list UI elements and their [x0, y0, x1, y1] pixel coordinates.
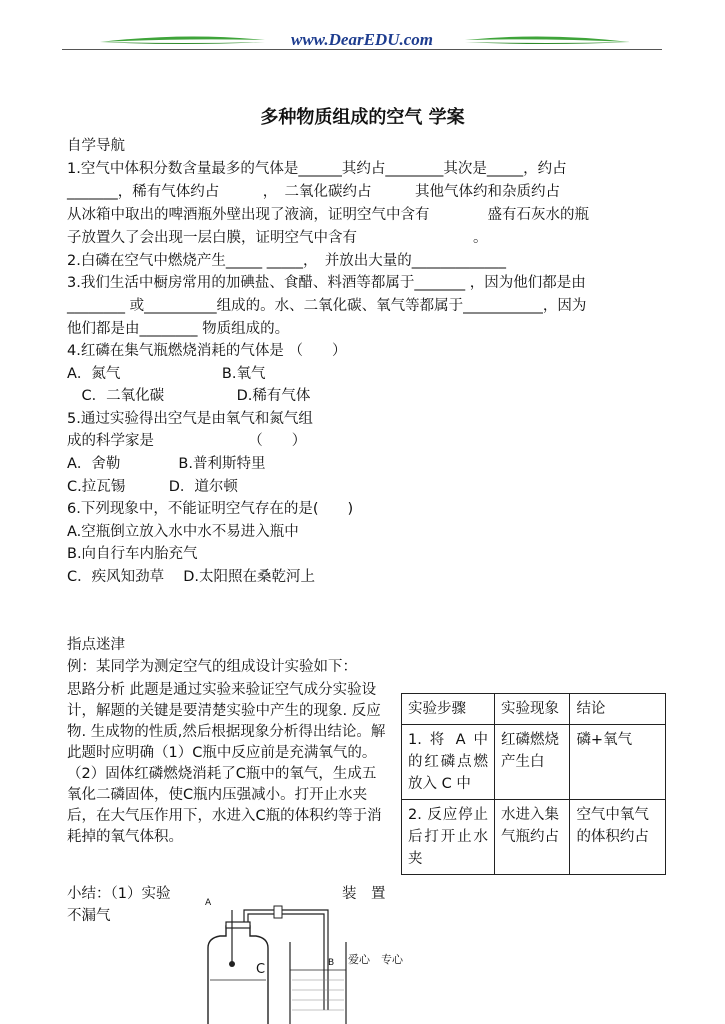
- section-heading-guide: 指点迷津: [67, 637, 125, 653]
- option-line: C．二氧化碳 D.稀有气体: [67, 388, 311, 404]
- label-c: C: [256, 962, 266, 977]
- question-6: 6.下列现象中，不能证明空气存在的是( ): [67, 501, 354, 517]
- table-cell: 红磷燃烧产生白: [495, 725, 570, 800]
- example-line: 例：某同学为测定空气的组成设计实验如下：: [67, 659, 357, 675]
- table-row: [402, 800, 666, 875]
- text-line: ________ 或__________组成的。水、二氧化碳、氧气等都属于___________，因为: [67, 298, 587, 314]
- option-line: A.空瓶倒立放入水中水不易进入瓶中: [67, 524, 299, 540]
- summary-text-cont: 不漏气: [67, 908, 111, 924]
- summary-text: 小结：（1）实验: [67, 886, 171, 902]
- question-4: 4.红磷在集气瓶燃烧消耗的气体是 （ ）: [67, 343, 347, 359]
- table-cell: 水进入集气瓶约占: [495, 800, 570, 875]
- site-brand[interactable]: www.DearEDU.com: [291, 30, 433, 49]
- apparatus-diagram: [190, 890, 350, 1024]
- option-line: B.向自行车内胎充气: [67, 546, 198, 562]
- text-line: 子放置久了会出现一层白膜，证明空气中含有 。: [67, 230, 488, 246]
- label-a: A: [205, 898, 212, 908]
- option-line: C.拉瓦锡 D．道尔顿: [67, 479, 238, 495]
- table-header-cell: 实验现象: [495, 694, 570, 725]
- table-cell: 空气中氧气的体积约占: [570, 800, 666, 875]
- section-heading-self-study: 自学导航: [67, 138, 125, 154]
- text-line: 2.白磷在空气中燃烧产生_____ _____， 并放出大量的_____________: [67, 253, 506, 269]
- table-cell: 1. 将 A 中的红磷点燃放入 C 中: [402, 725, 495, 800]
- table-cell: 磷+氧气: [570, 725, 666, 800]
- page-title: 多种物质组成的空气 学案: [260, 107, 465, 128]
- table-cell: 2. 反应停止后打开止水夹: [402, 800, 495, 875]
- text-line: 他们都是由________ 物质组成的。: [67, 321, 290, 337]
- table-row: [402, 725, 666, 800]
- question-5-cont: 成的科学家是 （ ）: [67, 433, 307, 449]
- question-5: 5.通过实验得出空气是由氧气和氮气组: [67, 411, 313, 427]
- footer-text: 爱心 专心: [348, 953, 403, 966]
- table-header-cell: 实验步骤: [402, 694, 495, 725]
- option-line: A．氮气 B.氧气: [67, 366, 266, 382]
- option-line: C．疾风知劲草 D.太阳照在桑乾河上: [67, 569, 316, 585]
- table-header-row: [402, 694, 666, 725]
- text-line: 从冰箱中取出的啤酒瓶外壁出现了液滴，证明空气中含有 盛有石灰水的瓶: [67, 207, 589, 223]
- summary-text-right: 装 置: [342, 886, 386, 902]
- table-header-cell: 结论: [570, 694, 666, 725]
- header-rule: [62, 49, 662, 50]
- text-line: 1.空气中体积分数含量最多的气体是______其约占________其次是_____，约占: [67, 161, 567, 177]
- label-b: B: [328, 958, 335, 968]
- analysis-paragraph: 思路分析 此题是通过实验来验证空气成分实验设计，解题的关键是要清楚实验中产生的现象. 反应物. 生成物的性质,然后根据现象分析得出结论。解此题时应明确（1）C瓶中反应前是充满氧气的。（2）固体红磷燃烧消耗了C瓶中的氧气，生成五氧化二磷固体，使C瓶内压强减小。打开止水夹后，在大气压作用下，水进入C瓶的体积约等于消耗掉的氧气体积。: [67, 682, 386, 845]
- option-line: A．舍勒 B.普利斯特里: [67, 456, 266, 472]
- text-line: _______，稀有气体约占 ， 二氧化碳约占 其他气体约和杂质约占: [67, 184, 560, 200]
- experiment-table: [401, 693, 666, 875]
- text-line: 3.我们生活中橱房常用的加碘盐、食醋、料酒等都属于_______ ，因为他们都是由: [67, 275, 586, 291]
